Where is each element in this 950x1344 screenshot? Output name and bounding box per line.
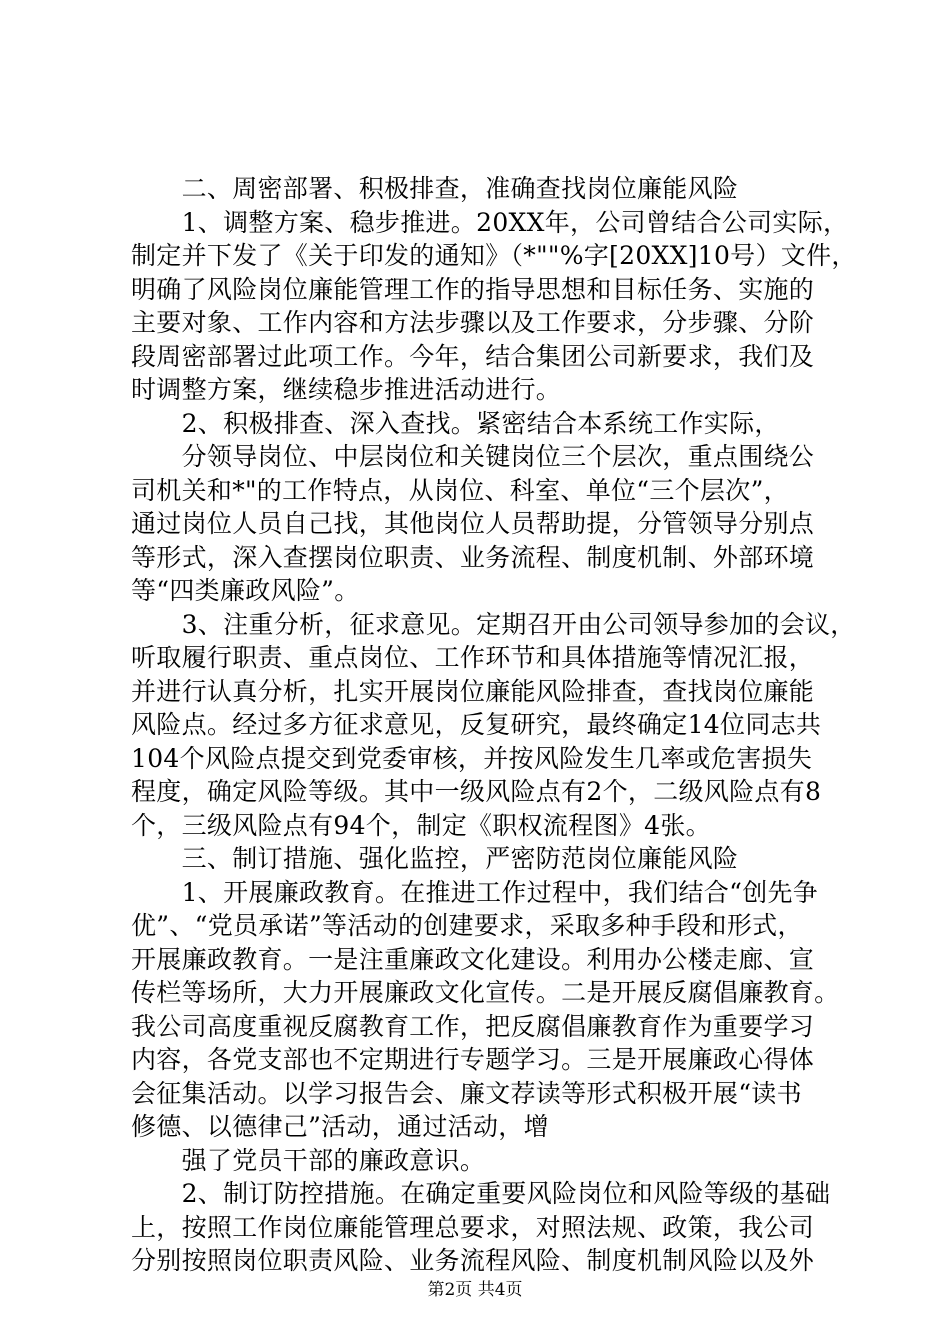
text-line: 明确了风险岗位廉能管理工作的指导思想和目标任务、实施的 — [131, 274, 815, 304]
text-line: 制定并下发了《关于印发的通知》（*""%字[20XX]10号）文件， — [131, 241, 857, 270]
text-line: 司机关和*"的工作特点，从岗位、科室、单位“三个层次”， — [131, 475, 789, 505]
text-line: 104个风险点提交到党委审核，并按风险发生几率或危害损失 — [131, 743, 813, 773]
text-line: 3、注重分析，征求意见。定期召开由公司领导参加的会议， — [131, 609, 856, 639]
text-line: 优”、“党员承诺”等活动的创建要求，采取多种手段和形式， — [131, 911, 803, 940]
text-line: 风险点。经过多方征求意见，反复研究，最终确定14位同志共 — [131, 710, 822, 739]
text-line: 通过岗位人员自己找，其他岗位人员帮助提，分管领导分别点 — [131, 509, 815, 538]
text-line: 我公司高度重视反腐教育工作，把反腐倡廉教育作为重要学习 — [131, 1011, 815, 1041]
text-line: 程度，确定风险等级。其中一级风险点有2个，二级风险点有8 — [131, 777, 822, 806]
text-line: 2、积极排查、深入查找。紧密结合本系统工作实际， — [131, 408, 780, 438]
text-line: 等“四类廉政风险”。 — [131, 576, 360, 605]
text-line: 分别按照岗位职责风险、业务流程风险、制度机制风险以及外 — [131, 1246, 815, 1275]
text-line: 个，三级风险点有94个，制定《职权流程图》4张。 — [131, 810, 711, 840]
text-line: 内容，各党支部也不定期进行专题学习。三是开展廉政心得体 — [131, 1045, 815, 1074]
document-body — [131, 172, 857, 1278]
text-line: 听取履行职责、重点岗位、工作环节和具体措施等情况汇报， — [131, 643, 815, 672]
text-line: 时调整方案，继续稳步推进活动进行。 — [131, 375, 562, 404]
text-line: 上，按照工作岗位廉能管理总要求，对照法规、政策，我公司 — [131, 1212, 815, 1242]
text-line: 强了党员干部的廉政意识。 — [131, 1145, 486, 1175]
text-line: 开展廉政教育。一是注重廉政文化建设。利用办公楼走廊、宣 — [131, 944, 815, 974]
text-line: 三、制订措施、强化监控，严密防范岗位廉能风险 — [131, 844, 739, 873]
text-line: 1、开展廉政教育。在推进工作过程中，我们结合“创先争 — [131, 877, 819, 907]
text-line: 等形式，深入查摆岗位职责、业务流程、制度机制、外部环境 — [131, 542, 815, 572]
page-footer: 第2页 共4页 — [427, 1280, 523, 1300]
text-line: 段周密部署过此项工作。今年，结合集团公司新要求，我们及 — [131, 341, 815, 371]
text-line: 二、周密部署、积极排查，准确查找岗位廉能风险 — [131, 174, 739, 203]
text-line: 2、制订防控措施。在确定重要风险岗位和风险等级的基础 — [131, 1179, 831, 1208]
text-line: 主要对象、工作内容和方法步骤以及工作要求，分步骤、分阶 — [131, 308, 815, 337]
text-line: 修德、以德律己”活动，通过活动，增 — [131, 1112, 549, 1141]
text-line: 传栏等场所，大力开展廉政文化宣传。二是开展反腐倡廉教育。 — [131, 978, 840, 1007]
text-line: 1、调整方案、稳步推进。20XX年，公司曾结合公司实际， — [131, 207, 849, 237]
text-line: 并进行认真分析，扎实开展岗位廉能风险排查，查找岗位廉能 — [131, 676, 815, 706]
text-line: 分领导岗位、中层岗位和关键岗位三个层次，重点围绕公 — [131, 442, 815, 471]
text-line: 会征集活动。以学习报告会、廉文荐读等形式积极开展“读书 — [131, 1078, 802, 1108]
